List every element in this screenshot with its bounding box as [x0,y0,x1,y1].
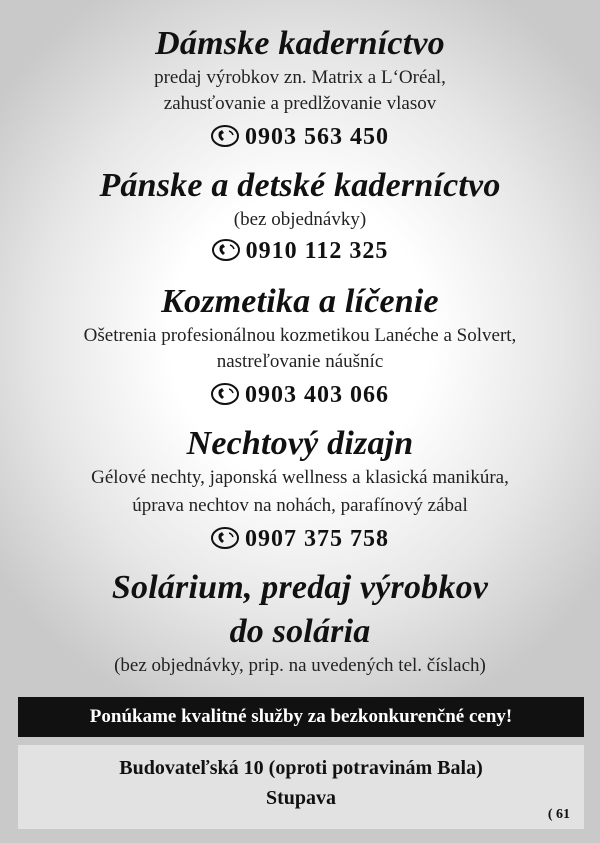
phone-handset-icon [212,239,240,261]
phone-number-row [0,524,600,554]
address-box [18,745,584,829]
section-description-line: Gélové nechty, japonská wellness a klasická manikúra, [91,467,509,488]
section-title-panske-kadernictvo: Pánske a detské kaderníctvo [99,167,501,204]
section-title-damske-kadernictvo: Dámske kaderníctvo [155,25,445,62]
phone-handset-icon [211,527,239,549]
section-description-line: úprava nechtov na nohách, parafínový zábal [132,495,468,516]
section-description-line: zahusťovanie a predlžovanie vlasov [163,93,437,114]
phone-number-row [0,380,600,410]
section-title-solarium-line: do solária [229,613,371,650]
section-title-nechtovy-dizajn: Nechtový dizajn [186,425,414,462]
section-description-line: nastreľovanie náušníc [216,351,384,372]
section-title-solarium-line: Solárium, predaj výrobkov [111,569,489,606]
section-title-kozmetika: Kozmetika a líčenie [161,283,439,320]
phone-handset-icon [211,125,239,147]
page-number: ( 61 [547,807,570,822]
address-city: Stupava [265,787,337,809]
section-description-line: (bez objednávky, prip. na uvedených tel. číslach) [114,655,486,676]
phone-number: 0903 403 066 [245,382,389,408]
phone-number: 0907 375 758 [245,526,389,552]
promo-banner: Ponúkame kvalitné služby za bezkonkurenčné ceny! [18,697,584,737]
section-description-line: predaj výrobkov zn. Matrix a L‘Oréal, [154,67,446,88]
phone-number: 0903 563 450 [245,124,389,150]
phone-number-row [0,236,600,266]
section-description-line: (bez objednávky) [233,209,367,230]
section-description-line: Ošetrenia profesionálnou kozmetikou Lanéche a Solvert, [83,325,517,346]
phone-number-row [0,122,600,152]
address-street: Budovateľská 10 (oproti potravinám Bala) [119,757,483,779]
phone-number: 0910 112 325 [245,238,389,264]
phone-handset-icon [211,383,239,405]
